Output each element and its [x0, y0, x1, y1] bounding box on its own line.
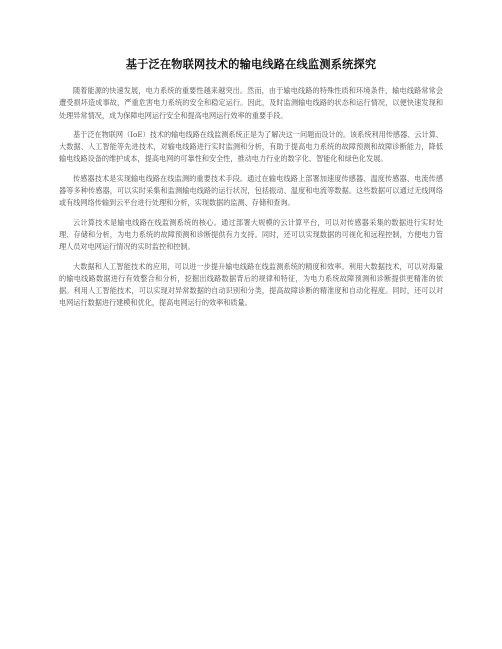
paragraph-5: 大数据和人工智能技术的应用，可以进一步提升输电线路在线监测系统的精度和效率。利用大数据技术，可以对海量的输电线路数据进行有效整合和分析，挖掘出线路数据背后的规律和特征，为电力系统故障预测和诊断提供更精准的依据。利用人工智能技术，可以实现对异常数据的自动识别和分类，提高故障诊断的精准度和自动化程度。同时，还可以对电网运行数据进行建模和优化，提高电网运行的效率和质量。 [59, 261, 443, 308]
document-title: 基于泛在物联网技术的输电线路在线监测系统探究 [125, 58, 377, 71]
paragraph-3: 传感器技术是实现输电线路在线监测的重要技术手段。通过在输电线路上部署加速度传感器、温度传感器、电流传感器等多种传感器，可以实时采集和监测输电线路的运行状况，包括振动、温度和电流等数据。这些数据可以通过无线网络或有线网络传输到云平台进行处理和分析，实现数据的监测、存储和查询。 [59, 173, 443, 208]
paragraph-2: 基于泛在物联网（IoE）技术的输电线路在线监测系统正是为了解决这一问题而设计的。该系统利用传感器、云计算、大数据、人工智能等先进技术，对输电线路进行实时监测和分析，有助于提高电力系统的故障预测和故障诊断能力，降低输电线路设备的维护成本，提高电网的可靠性和安全性，推动电力行业的数字化、智能化和绿色化发展。 [59, 129, 443, 164]
document-body [59, 85, 443, 317]
paragraph-1: 随着能源的快速发展，电力系统的重要性越来越突出。然而，由于输电线路的特殊性质和环境条件，输电线路常常会遭受损坏造成事故，严重危害电力系统的安全和稳定运行。因此，及时监测输电线路的状态和运行情况，以便快速发现和处理异常情况，成为保障电网运行安全和提高电网运行效率的重要手段。 [59, 86, 443, 120]
paragraph-4: 云计算技术是输电线路在线监测系统的核心。通过部署大规模的云计算平台，可以对传感器采集的数据进行实时处理、存储和分析，为电力系统的故障预测和诊断提供有力支持。同时，还可以实现数据的可视化和远程控制，方便电力管理人员对电网运行情况的实时监控和控制。 [59, 217, 443, 252]
